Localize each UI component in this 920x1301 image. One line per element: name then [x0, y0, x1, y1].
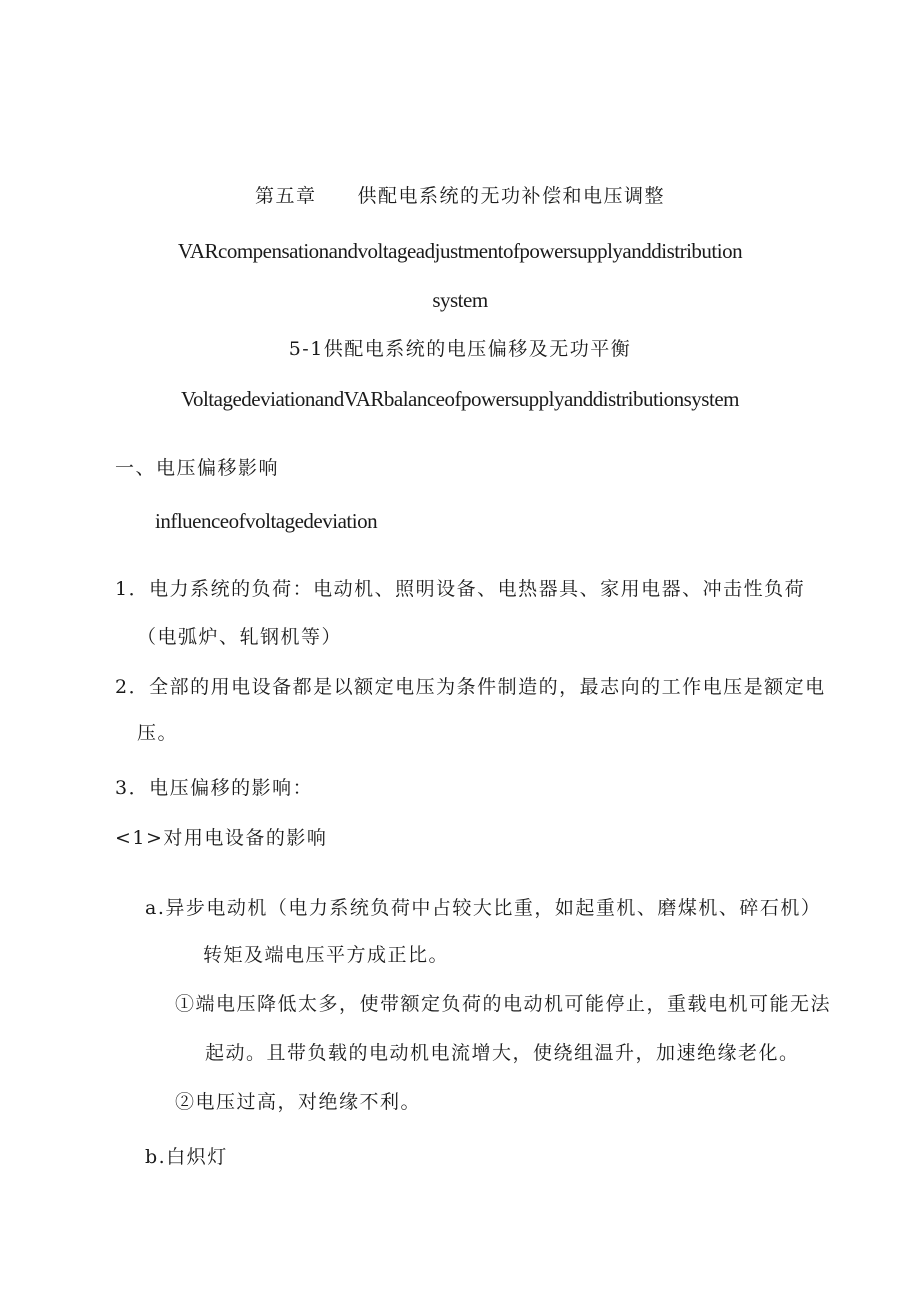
sub1-point2: ②电压过高，对绝缘不利。 — [175, 1091, 422, 1113]
section-title-cn: 5-1供配电系统的电压偏移及无功平衡 — [288, 338, 632, 360]
item2-line1: 2．全部的用电设备都是以额定电压为条件制造的，最志向的工作电压是额定电 — [115, 676, 826, 698]
item1-line2: （电弧炉、轧钢机等） — [137, 626, 343, 648]
sub1-heading: <1>对用电设备的影响 — [115, 827, 328, 849]
chapter-title-en-line2: system — [432, 288, 488, 312]
sub1-a-line2: 转矩及端电压平方成正比。 — [203, 944, 450, 966]
item3-line1: 3．电压偏移的影响： — [115, 777, 314, 799]
chapter-title-cn: 第五章 供配电系统的无功补偿和电压调整 — [254, 185, 665, 207]
part1-heading-cn: 一、电压偏移影响 — [115, 457, 280, 479]
sub1-b-heading: b.白炽灯 — [145, 1146, 228, 1168]
item1-line1: 1．电力系统的负荷：电动机、照明设备、电热器具、家用电器、冲击性负荷 — [115, 578, 806, 600]
sub1-a-line1: a.异步电动机（电力系统负荷中占较大比重，如起重机、磨煤机、碎石机） — [145, 897, 822, 919]
item2-line2: 压。 — [137, 722, 179, 744]
chapter-title-en-line1: VARcompensationandvoltageadjustmentofpowersupplyanddistribution — [177, 239, 743, 263]
section-title-en: VoltagedeviationandVARbalanceofpowersupplyanddistributionsystem — [181, 387, 739, 411]
sub1-point1-line2: 起动。且带负载的电动机电流增大，使绕组温升，加速绝缘老化。 — [205, 1042, 800, 1064]
sub1-point1-line1: ①端电压降低太多，使带额定负荷的电动机可能停止，重载电机可能无法 — [175, 993, 832, 1015]
part1-heading-en: influenceofvoltagedeviation — [155, 509, 378, 533]
